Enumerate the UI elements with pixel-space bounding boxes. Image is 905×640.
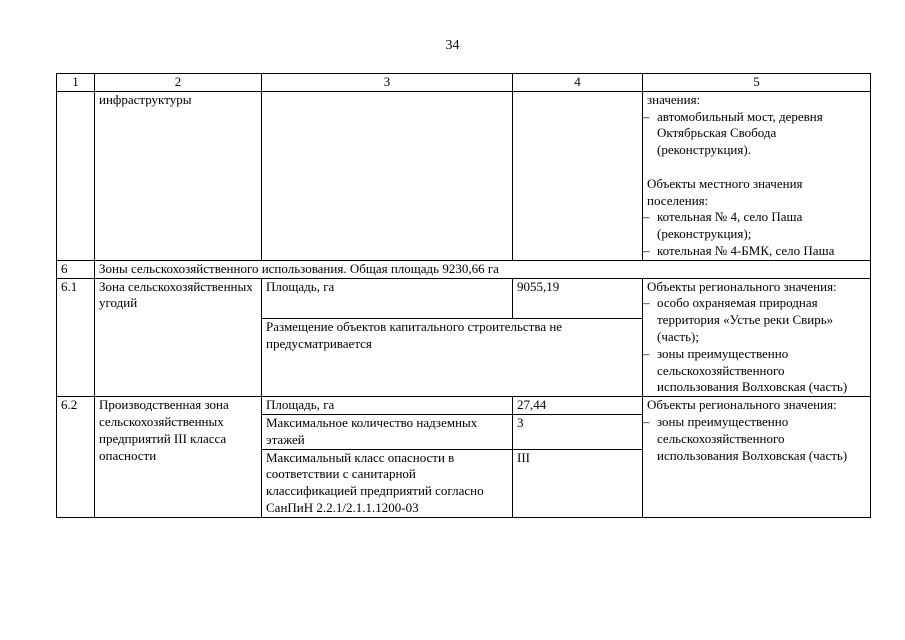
list-item: – котельная № 4-БМК, село Паша bbox=[647, 243, 866, 260]
row-number: 6 bbox=[57, 260, 95, 278]
note-cell: Размещение объектов капитального строительства не предусматривается bbox=[262, 318, 643, 396]
header-cell: 5 bbox=[643, 74, 871, 92]
param-label: Площадь, га bbox=[262, 397, 513, 415]
objects-list bbox=[647, 209, 866, 259]
header-cell: 2 bbox=[95, 74, 262, 92]
param-value: 27,44 bbox=[513, 397, 643, 415]
zone-name-cell: Производственная зона сельскохозяйственных предприятий III класса опасности bbox=[95, 397, 262, 518]
param-value: III bbox=[513, 449, 643, 517]
zone-name-cell: инфраструктуры bbox=[95, 91, 262, 260]
objects-cell bbox=[643, 397, 871, 518]
row-number: 6.1 bbox=[57, 278, 95, 397]
objects-cell bbox=[643, 278, 871, 397]
zoning-table bbox=[56, 73, 871, 518]
param-value: 9055,19 bbox=[513, 278, 643, 318]
objects-heading: Объекты регионального значения: bbox=[647, 278, 837, 294]
section-row bbox=[57, 260, 871, 278]
objects-cell bbox=[643, 91, 871, 260]
list-item: – зоны преимущественно сельскохозяйственного использования Волховская (часть) bbox=[647, 346, 866, 396]
objects-heading: значения: bbox=[647, 91, 701, 107]
table-header-row bbox=[57, 74, 871, 92]
objects-heading: Объекты регионального значения: bbox=[647, 397, 837, 413]
continuation-row bbox=[57, 91, 871, 260]
table-row bbox=[57, 397, 871, 415]
list-item: – котельная № 4, село Паша (реконструкция); bbox=[647, 209, 866, 243]
header-cell: 3 bbox=[262, 74, 513, 92]
list-item: – автомобильный мост, деревня Октябрьская Свобода (реконструкция). bbox=[647, 109, 866, 159]
objects-heading: Объекты местного значения поселения: bbox=[647, 175, 803, 208]
table-cell bbox=[513, 91, 643, 260]
table-cell bbox=[57, 91, 95, 260]
param-value: 3 bbox=[513, 414, 643, 449]
objects-list bbox=[647, 295, 866, 396]
param-label: Максимальный класс опасности в соответствии с санитарной классификацией предприятий согласно СанПиН 2.2.1/2.1.1.1200-03 bbox=[262, 449, 513, 517]
header-cell: 4 bbox=[513, 74, 643, 92]
objects-list bbox=[647, 414, 866, 464]
section-title: Зоны сельскохозяйственного использования. Общая площадь 9230,66 га bbox=[95, 260, 871, 278]
objects-list bbox=[647, 109, 866, 159]
table-cell bbox=[262, 91, 513, 260]
zone-name-cell: Зона сельскохозяйственных угодий bbox=[95, 278, 262, 397]
param-label: Площадь, га bbox=[262, 278, 513, 318]
row-number: 6.2 bbox=[57, 397, 95, 518]
param-label: Максимальное количество надземных этажей bbox=[262, 414, 513, 449]
header-cell: 1 bbox=[57, 74, 95, 92]
page-number: 34 bbox=[445, 38, 460, 53]
list-item: – особо охраняемая природная территория «Устье реки Свирь» (часть); bbox=[647, 295, 866, 345]
list-item: – зоны преимущественно сельскохозяйственного использования Волховская (часть) bbox=[647, 414, 866, 464]
table-row bbox=[57, 278, 871, 318]
